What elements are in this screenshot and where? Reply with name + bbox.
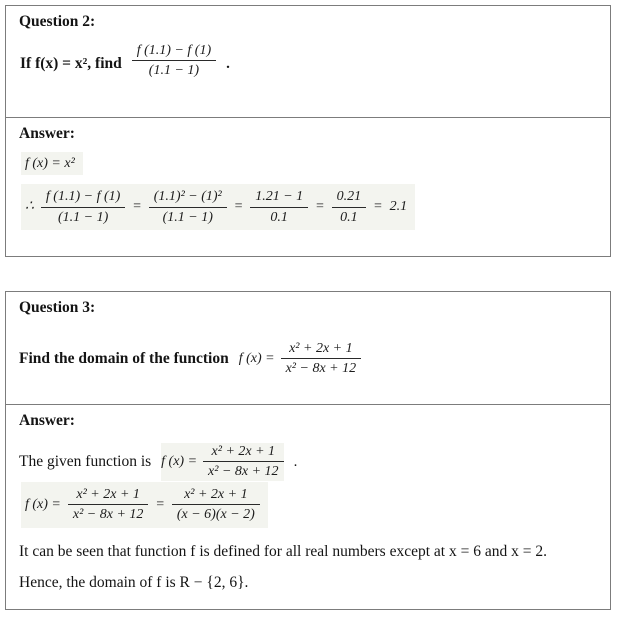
given-function-line <box>19 443 598 480</box>
equation-result: 2.1 <box>389 199 408 215</box>
given-function-equation <box>161 443 283 481</box>
question-3-section <box>6 292 610 405</box>
equation-f-of-x-definition: f (x) = x² <box>21 152 83 176</box>
observation-text: It can be seen that function f is defined for all real numbers except at x = 6 and x = 2. <box>19 542 547 560</box>
conclusion-text: Hence, the domain of f is R − {2, 6}. <box>19 573 249 591</box>
period-text: . <box>226 55 230 72</box>
equals-sign: = <box>155 496 165 512</box>
function-definition-equation <box>239 340 361 378</box>
working-fraction-2 <box>149 188 227 226</box>
question-2-answer-label: Answer: <box>19 125 75 142</box>
fraction-denominator: (1.1 − 1) <box>41 207 125 227</box>
question-2-heading: Question 2: <box>19 13 96 30</box>
working-fraction-1 <box>68 486 149 524</box>
question-2-prompt <box>20 42 598 79</box>
fraction-numerator: x² + 2x + 1 <box>289 340 353 356</box>
question-3-prompt <box>19 340 598 377</box>
fraction-numerator: f (1.1) − f (1) <box>136 42 212 58</box>
fraction-denominator: x² − 8x + 12 <box>203 461 284 481</box>
question-3-card <box>5 291 611 610</box>
given-function-text: The given function is <box>19 453 152 471</box>
question-3-working-equation <box>21 482 268 528</box>
fraction-numerator: 1.21 − 1 <box>255 189 304 205</box>
equation-lhs: f (x) = <box>25 496 61 512</box>
rational-function-fraction <box>203 443 284 481</box>
rational-function-fraction <box>281 340 362 378</box>
working-fraction-1 <box>41 188 125 226</box>
fraction-numerator: x² + 2x + 1 <box>211 443 276 459</box>
question-3-answer-label: Answer: <box>19 412 75 429</box>
fraction-denominator: x² − 8x + 12 <box>68 504 149 524</box>
equation-lhs: f (x) = <box>238 350 275 366</box>
fraction-numerator: 0.21 <box>336 189 362 205</box>
fraction-denominator: (x − 6)(x − 2) <box>172 504 260 524</box>
question-2-card <box>5 5 611 257</box>
equation-lhs: f (x) = <box>161 453 198 469</box>
fraction-numerator: (1.1)² − (1)² <box>153 189 222 205</box>
question-2-working-equation <box>21 184 415 230</box>
question-3-heading: Question 3: <box>19 299 96 316</box>
question-2-section <box>6 6 610 118</box>
period-text: . <box>293 453 298 470</box>
fraction-denominator: (1.1 − 1) <box>149 207 227 227</box>
equals-sign: = <box>315 199 325 215</box>
fraction-denominator: (1.1 − 1) <box>132 60 216 80</box>
fraction-numerator: x² + 2x + 1 <box>76 486 140 502</box>
factored-fraction <box>172 486 260 524</box>
working-fraction-4 <box>332 188 367 226</box>
question-3-prompt-text: Find the domain of the function <box>19 350 229 368</box>
equals-sign: = <box>373 199 383 215</box>
question-2-prompt-text: If f(x) = x², find <box>20 55 122 73</box>
fraction-denominator: 0.1 <box>332 207 367 227</box>
fraction-numerator: x² + 2x + 1 <box>184 486 248 502</box>
question-2-answer-section <box>6 118 610 230</box>
fraction-denominator: x² − 8x + 12 <box>281 358 362 378</box>
fraction-denominator: 0.1 <box>250 207 308 227</box>
difference-quotient-fraction <box>132 42 216 80</box>
equals-sign: = <box>132 199 142 215</box>
question-3-answer-section <box>6 405 610 592</box>
fraction-numerator: f (1.1) − f (1) <box>45 189 121 205</box>
working-fraction-3 <box>250 188 308 226</box>
therefore-symbol: ∴ <box>25 199 34 215</box>
equals-sign: = <box>233 199 244 215</box>
